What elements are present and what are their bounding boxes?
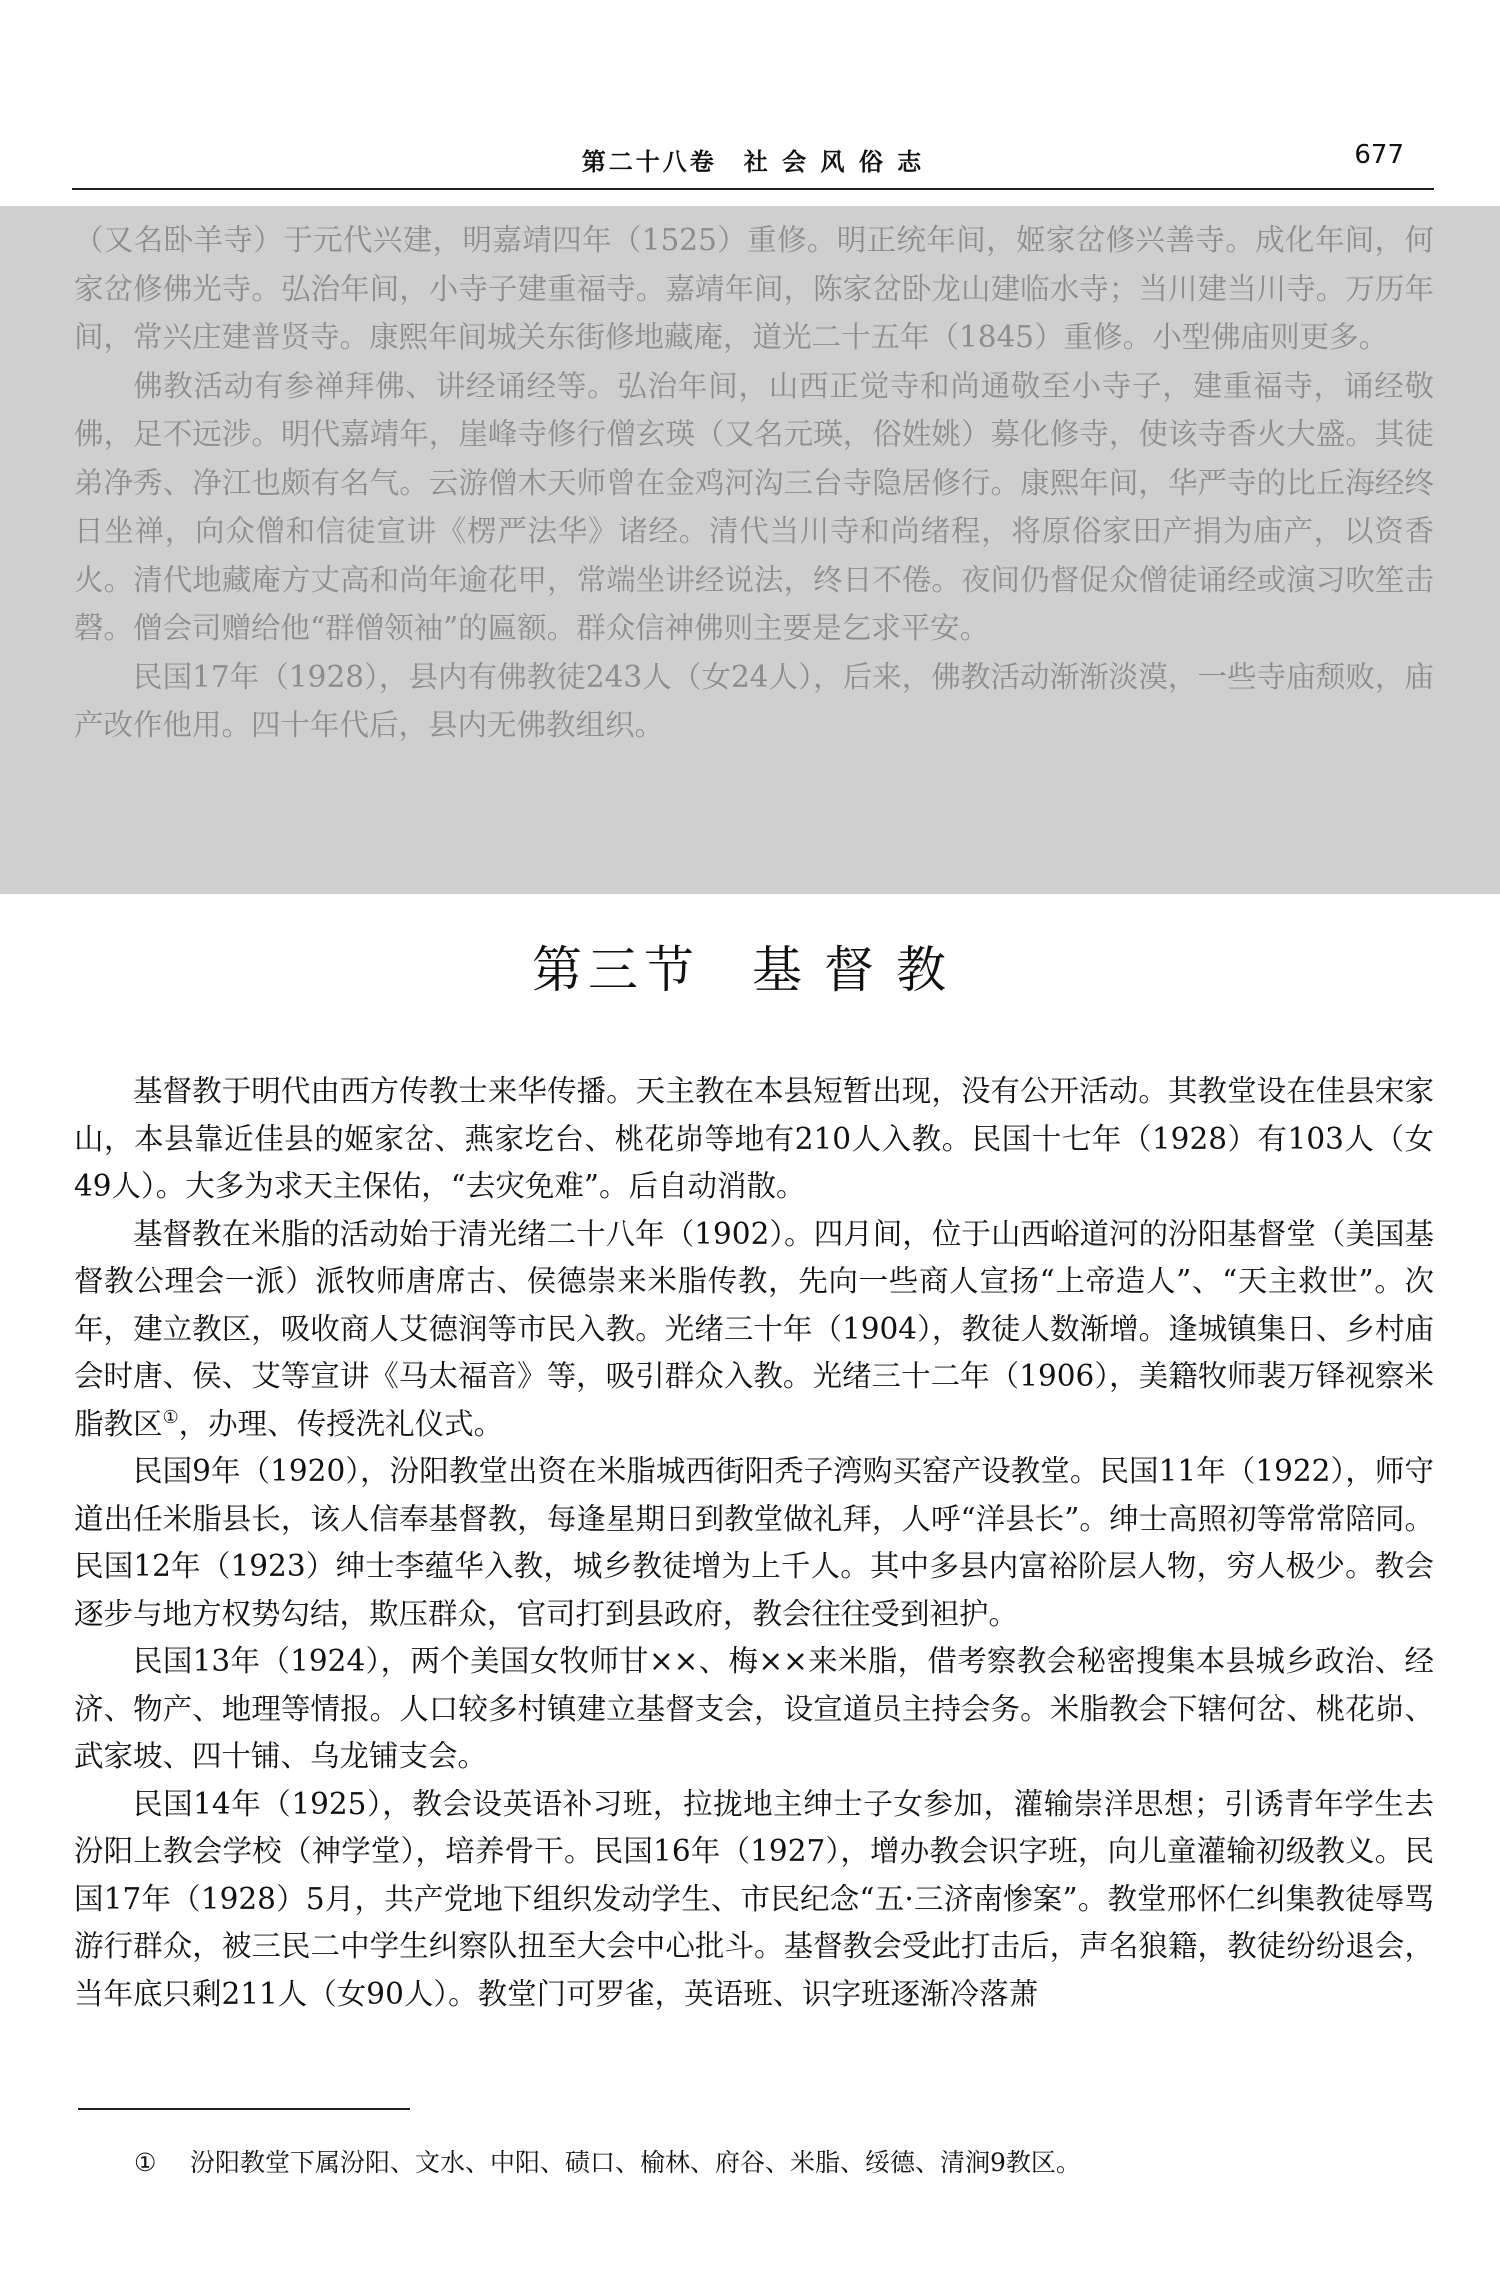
- body-paragraph: 基督教于明代由西方传教士来华传播。天主教在本县短暂出现，没有公开活动。其教堂设在佳县宋家山，本县靠近佳县的姬家岔、燕家圪台、桃花峁等地有210人入教。民国十七年（1928）有103人（女49人）。大多为求天主保佑，“去灾免难”。后自动消散。: [74, 1074, 1434, 1203]
- footnote-marker: ①: [134, 2148, 157, 2177]
- body-text: [74, 1068, 1434, 2018]
- faded-paragraph: （又名卧羊寺）于元代兴建，明嘉靖四年（1525）重修。明正统年间，姬家岔修兴善寺。成化年间，何家岔修佛光寺。弘治年间，小寺子建重福寺。嘉靖年间，陈家岔卧龙山建临水寺；当川建当川寺。万历年间，常兴庄建普贤寺。康熙年间城关东街修地藏庵，道光二十五年（1845）重修。小型佛庙则更多。: [74, 223, 1434, 354]
- body-paragraph-tail: ，办理、传授洗礼仪式。: [178, 1406, 504, 1441]
- footnote-divider: [78, 2108, 410, 2110]
- body-paragraph: 民国14年（1925），教会设英语补习班，拉拢地主绅士子女参加，灌输崇洋思想；引诱青年学生去汾阳上教会学校（神学堂），培养骨干。民国16年（1927），增办教会识字班，向儿童灌输初级教义。民国17年（1928）5月，共产党地下组织发动学生、市民纪念“五·三济南惨案”。教堂邢怀仁纠集教徒辱骂游行群众，被三民二中学生纠察队扭至大会中心批斗。基督教会受此打击后，声名狼籍，教徒纷纷退会，当年底只剩211人（女90人）。教堂门可罗雀，英语班、识字班逐渐冷落萧: [74, 1786, 1435, 2011]
- body-paragraph-text: 基督教在米脂的活动始于清光绪二十八年（1902）。四月间，位于山西峪道河的汾阳基督堂（美国基督教公理会一派）派牧师唐席古、侯德崇来米脂传教，先向一些商人宣扬“上帝造人”、“天主救世”。次年，建立教区，吸收商人艾德润等市民入教。光绪三十年（1904），教徒人数渐增。逢城镇集日、乡村庙会时唐、侯、艾等宣讲《马太福音》等，吸引群众入教。光绪三十二年（1906），美籍牧师裴万铎视察米脂教区: [74, 1216, 1434, 1441]
- footnote-reference[interactable]: ①: [162, 1406, 179, 1428]
- faded-paragraph: 佛教活动有参禅拜佛、讲经诵经等。弘治年间，山西正觉寺和尚通敬至小寺子，建重福寺，诵经敬佛，足不远涉。明代嘉靖年，崖峰寺修行僧玄瑛（又名元瑛，俗姓姚）募化修寺，使该寺香火大盛。其徒弟净秀、净江也颇有名气。云游僧木天师曾在金鸡河沟三台寺隐居修行。康熙年间，华严寺的比丘海经终日坐禅，向众僧和信徒宣讲《楞严法华》诸经。清代当川寺和尚绪程，将原俗家田产捐为庙产，以资香火。清代地藏庵方丈高和尚年逾花甲，常端坐讲经说法，终日不倦。夜间仍督促众僧徒诵经或演习吹笙击磬。僧会司赠给他“群僧领袖”的匾额。群众信神佛则主要是乞求平安。: [74, 368, 1434, 645]
- section-number: 第三节: [532, 941, 700, 999]
- section-heading: [0, 930, 1500, 1002]
- faded-text-block: [74, 216, 1434, 750]
- faded-paragraph: 民国17年（1928），县内有佛教徒243人（女24人），后来，佛教活动渐渐淡漠，一些寺庙颓败，庙产改作他用。四十年代后，县内无佛教组织。: [74, 659, 1434, 742]
- faded-previous-section: [0, 206, 1500, 894]
- running-header: [72, 138, 1434, 190]
- footnote: [134, 2146, 1081, 2180]
- volume-title: 第二十八卷 社 会 风 俗 志: [581, 147, 925, 176]
- page-number: 677: [1354, 140, 1404, 170]
- section-title: 基督教: [752, 941, 968, 999]
- body-paragraph: 民国9年（1920），汾阳教堂出资在米脂城西街阳秃子湾购买窑产设教堂。民国11年（1922），师守道出任米脂县长，该人信奉基督教，每逢星期日到教堂做礼拜，人呼“洋县长”。绅士高照初等常常陪同。民国12年（1923）绅士李蕴华入教，城乡教徒增为上千人。其中多县内富裕阶层人物，穷人极少。教会逐步与地方权势勾结，欺压群众，官司打到县政府，教会往往受到袒护。: [74, 1454, 1434, 1631]
- footnote-text: 汾阳教堂下属汾阳、文水、中阳、碛口、榆林、府谷、米脂、绥德、清涧9教区。: [190, 2148, 1081, 2177]
- body-paragraph: 民国13年（1924），两个美国女牧师甘××、梅××来米脂，借考察教会秘密搜集本县城乡政治、经济、物产、地理等情报。人口较多村镇建立基督支会，设宣道员主持会务。米脂教会下辖何岔、桃花峁、武家坡、四十铺、乌龙铺支会。: [74, 1644, 1435, 1773]
- body-paragraph: [74, 1211, 1434, 1449]
